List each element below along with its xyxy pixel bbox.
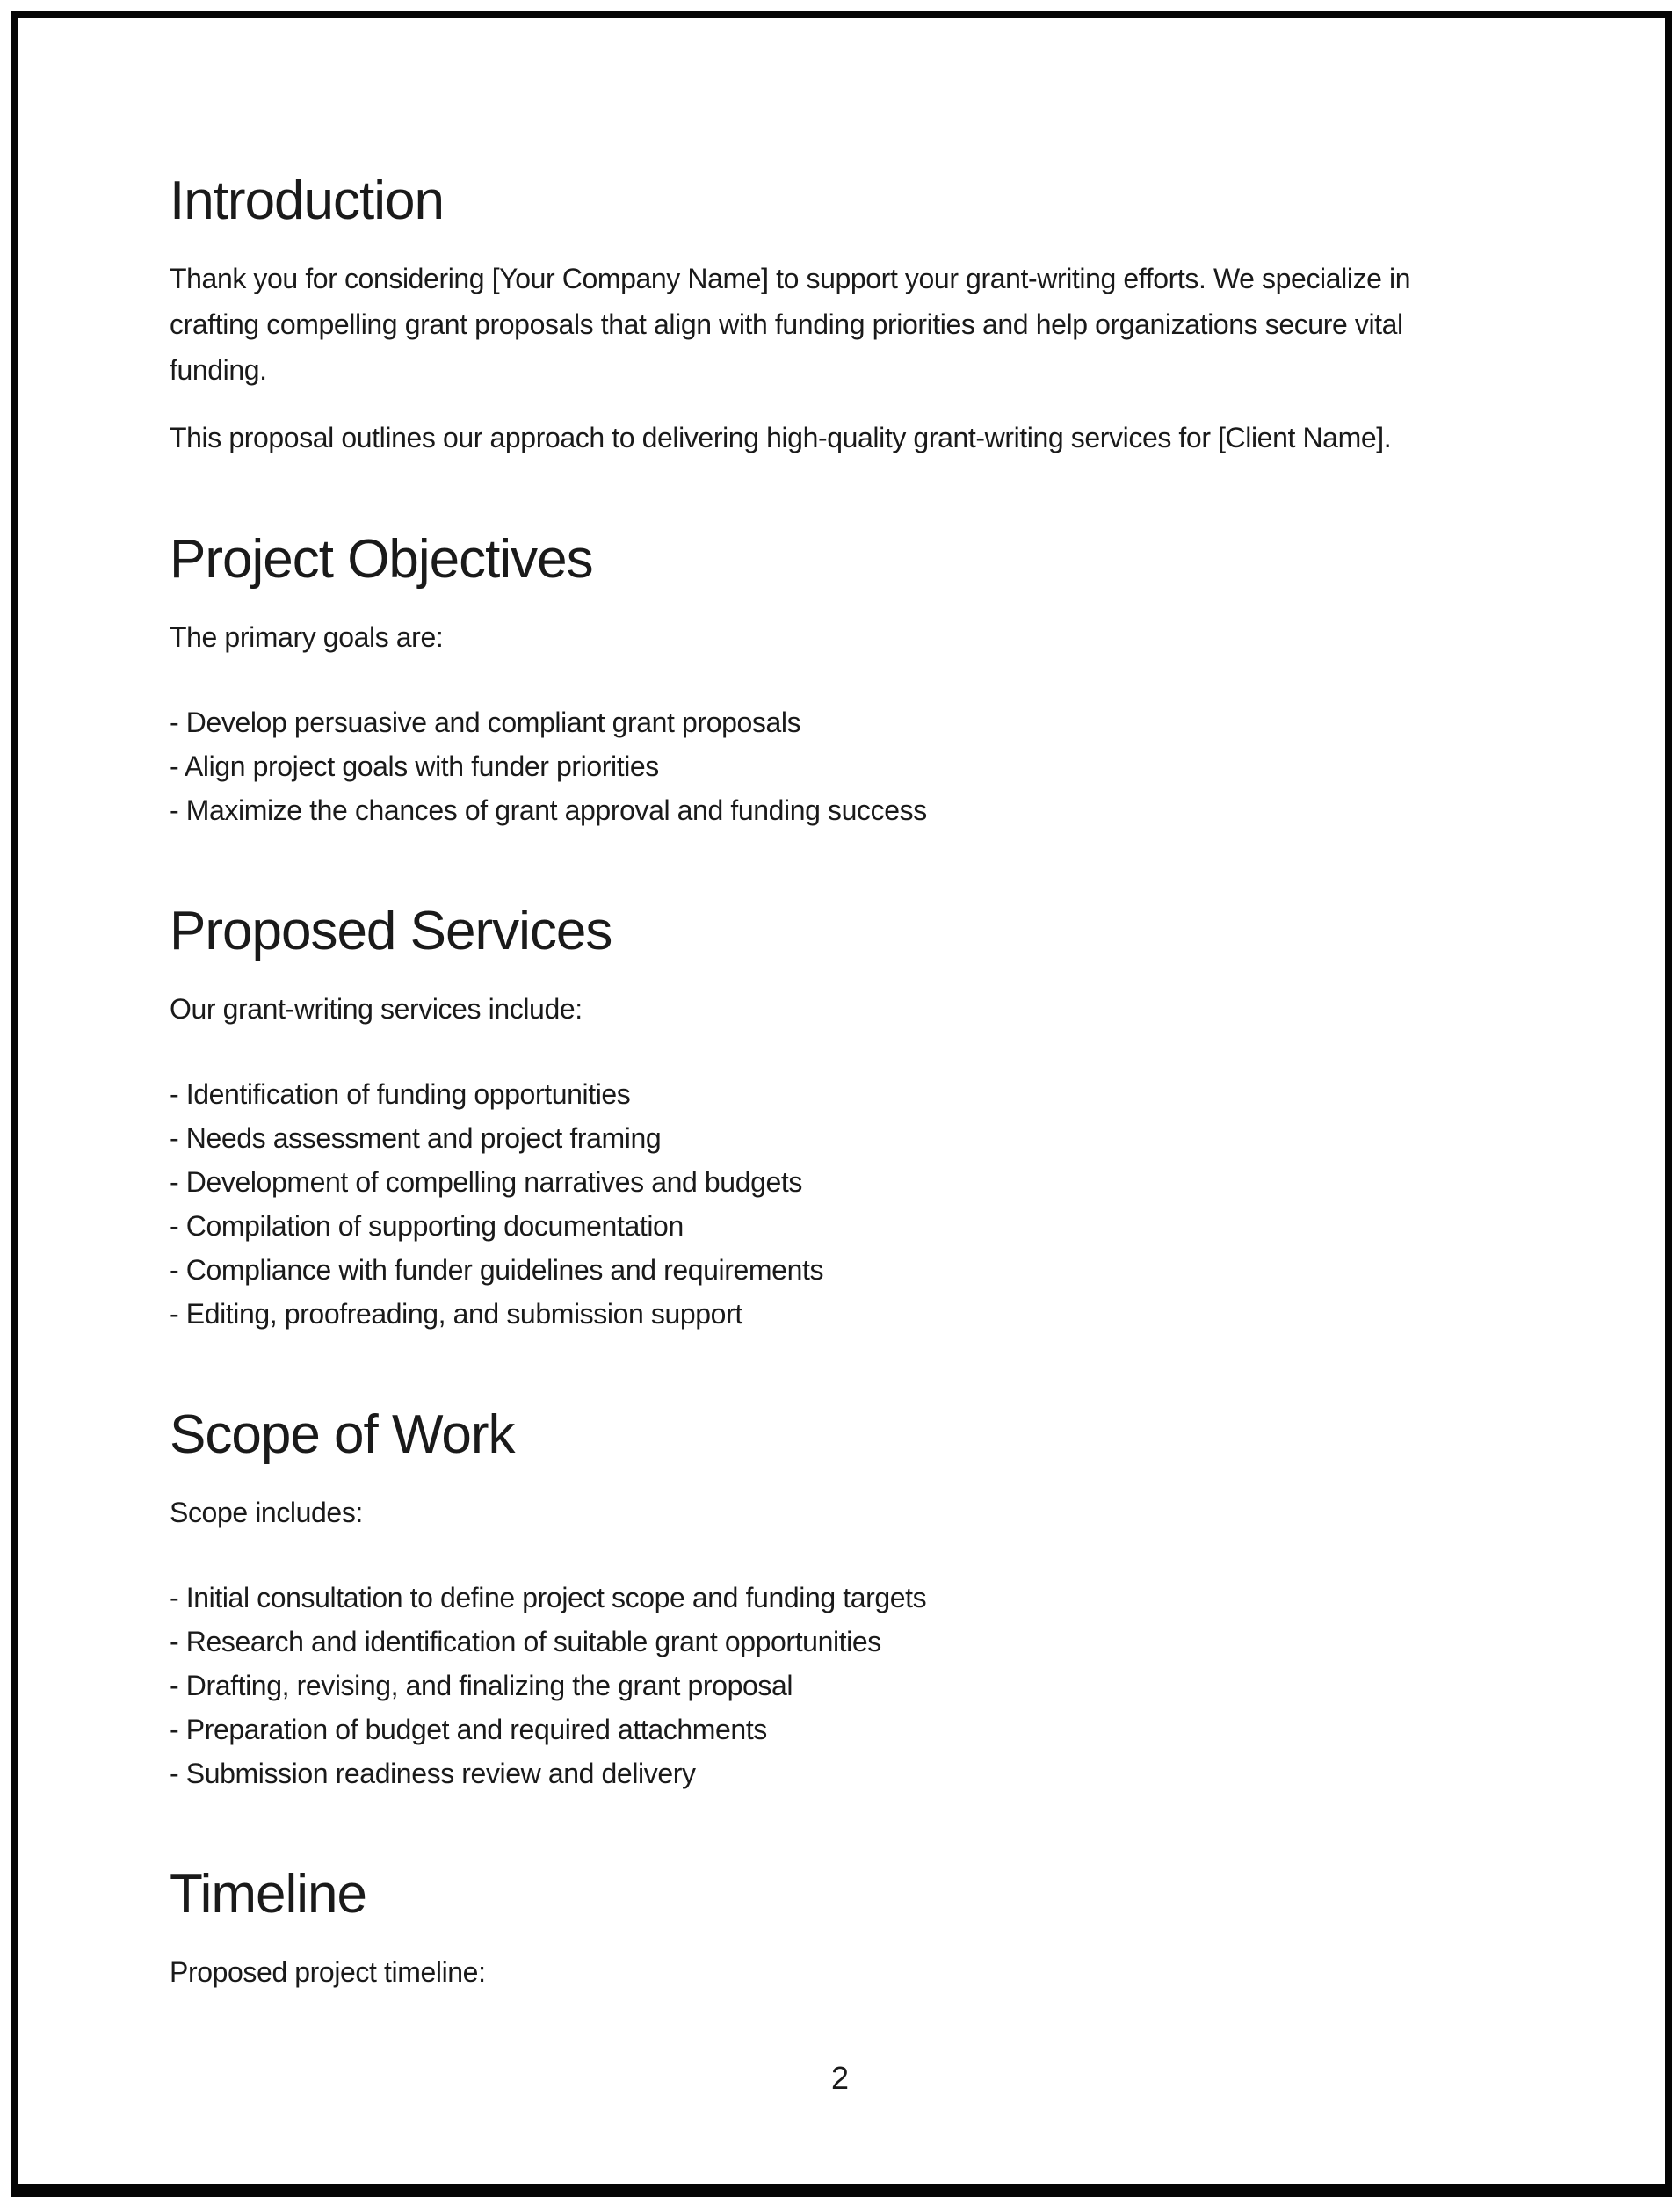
- list-item: - Compliance with funder guidelines and requirements: [170, 1254, 824, 1286]
- list-item: - Research and identification of suitable grant opportunities: [170, 1626, 881, 1657]
- list-item: - Submission readiness review and delivery: [170, 1758, 696, 1789]
- bullet-list: [170, 1576, 1523, 1795]
- section-intro: Our grant-writing services include:: [170, 993, 583, 1025]
- list-item: - Drafting, revising, and finalizing the grant proposal: [170, 1670, 793, 1701]
- list-item: - Preparation of budget and required attachments: [170, 1714, 767, 1745]
- bullet-list: [170, 1072, 1523, 1336]
- section-heading-introduction: Introduction: [170, 170, 444, 231]
- paragraph-line: This proposal outlines our approach to delivering high-quality grant-writing services for [Client Name].: [170, 422, 1392, 453]
- section-heading-timeline: Timeline: [170, 1864, 366, 1925]
- list-item: - Align project goals with funder priorities: [170, 750, 659, 782]
- paragraph-line: funding.: [170, 354, 267, 386]
- list-item: - Editing, proofreading, and submission support: [170, 1298, 742, 1330]
- page-number: 2: [830, 2060, 850, 2096]
- section-heading-proposed-services: Proposed Services: [170, 901, 612, 961]
- paragraph-line: crafting compelling grant proposals that align with funding priorities and help organizations secure vital: [170, 308, 1403, 340]
- list-item: - Develop persuasive and compliant grant proposals: [170, 707, 801, 738]
- list-item: - Initial consultation to define project scope and funding targets: [170, 1582, 927, 1613]
- list-item: - Identification of funding opportunities: [170, 1078, 631, 1110]
- paragraph: [170, 415, 1523, 460]
- section-intro: Scope includes:: [170, 1497, 363, 1528]
- list-item: - Development of compelling narratives and budgets: [170, 1166, 802, 1198]
- document-body: [170, 168, 1523, 1995]
- section-heading-project-objectives: Project Objectives: [170, 529, 593, 590]
- list-item: - Maximize the chances of grant approval and funding success: [170, 794, 927, 826]
- bullet-list: [170, 700, 1523, 832]
- paragraph: [170, 256, 1523, 393]
- list-item: - Needs assessment and project framing: [170, 1122, 662, 1154]
- section-intro: The primary goals are:: [170, 621, 444, 653]
- list-item: - Compilation of supporting documentation: [170, 1210, 684, 1242]
- section-intro: Proposed project timeline:: [170, 1956, 486, 1988]
- section-heading-scope-of-work: Scope of Work: [170, 1404, 515, 1465]
- paragraph-line: Thank you for considering [Your Company Name] to support your grant-writing efforts. We specialize in: [170, 263, 1411, 294]
